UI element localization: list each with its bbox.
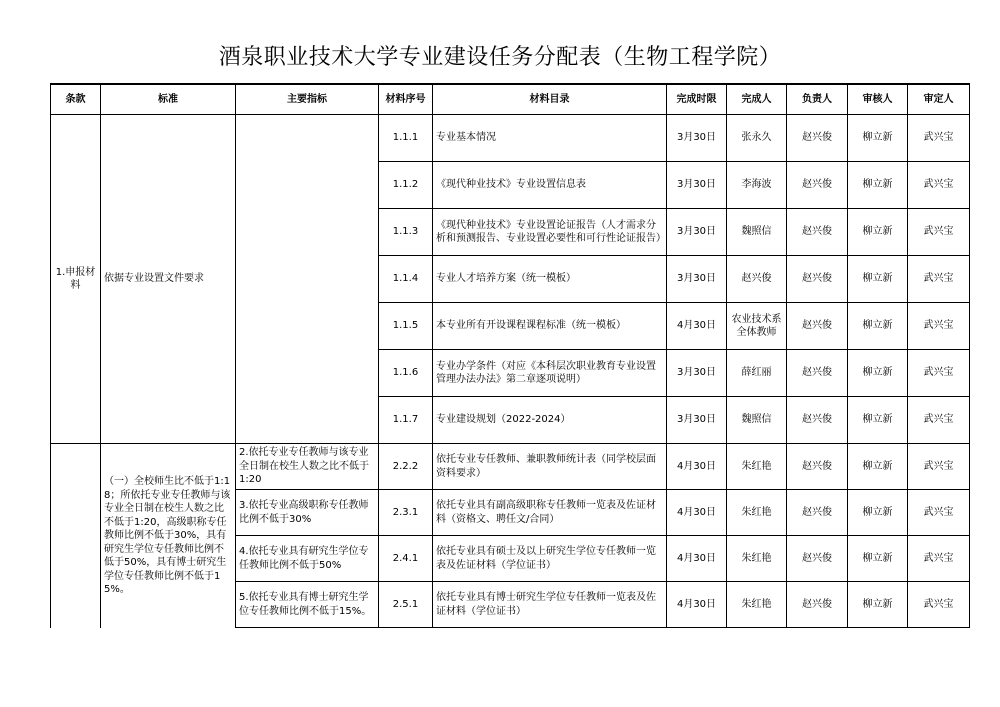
indicator-cell: 2.依托专业专任教师与该专业全日制在校生人数之比不低于1:20 xyxy=(236,444,379,490)
material-item: 依托专业具有副高级职称专任教师一览表及佐证材料（资格文、聘任文/合同） xyxy=(433,490,667,536)
material-no: 1.1.3 xyxy=(379,209,433,256)
approver: 武兴宝 xyxy=(908,444,970,490)
material-no: 1.1.4 xyxy=(379,256,433,303)
task-table xyxy=(50,83,970,628)
material-no: 1.1.7 xyxy=(379,397,433,444)
approver: 武兴宝 xyxy=(908,536,970,582)
indicator-cell: 5.依托专业具有博士研究生学位专任教师比例不低于15%。 xyxy=(236,582,379,628)
header-doer: 完成人 xyxy=(727,84,787,115)
reviewer: 柳立新 xyxy=(848,444,908,490)
material-no: 1.1.1 xyxy=(379,115,433,162)
header-row xyxy=(51,84,970,115)
approver: 武兴宝 xyxy=(908,350,970,397)
reviewer: 柳立新 xyxy=(848,490,908,536)
header-owner: 负责人 xyxy=(787,84,848,115)
material-item: 专业基本情况 xyxy=(433,115,667,162)
doer: 薛红丽 xyxy=(727,350,787,397)
owner: 赵兴俊 xyxy=(787,444,848,490)
standard-cell: 依据专业设置文件要求 xyxy=(101,115,236,444)
clause-cell: 1.申报材料 xyxy=(51,115,101,444)
reviewer: 柳立新 xyxy=(848,397,908,444)
material-item: 专业人才培养方案（统一模板） xyxy=(433,256,667,303)
reviewer: 柳立新 xyxy=(848,582,908,628)
approver: 武兴宝 xyxy=(908,303,970,350)
doer: 赵兴俊 xyxy=(727,256,787,303)
material-item: 《现代种业技术》专业设置信息表 xyxy=(433,162,667,209)
page-title: 酒泉职业技术大学专业建设任务分配表（生物工程学院） xyxy=(218,45,782,70)
material-item: 依托专业具有博士研究生学位专任教师一览表及佐证材料（学位证书） xyxy=(433,582,667,628)
reviewer: 柳立新 xyxy=(848,536,908,582)
deadline: 3月30日 xyxy=(667,350,727,397)
approver: 武兴宝 xyxy=(908,582,970,628)
reviewer: 柳立新 xyxy=(848,256,908,303)
deadline: 4月30日 xyxy=(667,536,727,582)
header-material-list: 材料目录 xyxy=(433,84,667,115)
header-reviewer: 审核人 xyxy=(848,84,908,115)
header-indicator: 主要指标 xyxy=(236,84,379,115)
deadline: 4月30日 xyxy=(667,303,727,350)
deadline: 4月30日 xyxy=(667,490,727,536)
material-no: 2.3.1 xyxy=(379,490,433,536)
approver: 武兴宝 xyxy=(908,397,970,444)
approver: 武兴宝 xyxy=(908,162,970,209)
approver: 武兴宝 xyxy=(908,490,970,536)
doer: 李海波 xyxy=(727,162,787,209)
material-no: 2.5.1 xyxy=(379,582,433,628)
deadline: 3月30日 xyxy=(667,256,727,303)
material-item: 依托专业专任教师、兼职教师统计表（同学校层面资料要求） xyxy=(433,444,667,490)
doer: 朱红艳 xyxy=(727,582,787,628)
header-approver: 审定人 xyxy=(908,84,970,115)
owner: 赵兴俊 xyxy=(787,536,848,582)
header-deadline: 完成时限 xyxy=(667,84,727,115)
owner: 赵兴俊 xyxy=(787,256,848,303)
doer: 朱红艳 xyxy=(727,536,787,582)
material-item: 《现代种业技术》专业设置论证报告（人才需求分析和预测报告、专业设置必要性和可行性论证报告） xyxy=(433,209,667,256)
material-no: 2.2.2 xyxy=(379,444,433,490)
reviewer: 柳立新 xyxy=(848,303,908,350)
indicator-cell: 3.依托专业高级职称专任教师比例不低于30% xyxy=(236,490,379,536)
table-row xyxy=(51,115,970,162)
material-no: 1.1.2 xyxy=(379,162,433,209)
header-standard: 标准 xyxy=(101,84,236,115)
material-item: 专业办学条件（对应《本科层次职业教育专业设置管理办法办法》第二章逐项说明） xyxy=(433,350,667,397)
reviewer: 柳立新 xyxy=(848,209,908,256)
owner: 赵兴俊 xyxy=(787,397,848,444)
deadline: 3月30日 xyxy=(667,397,727,444)
doer: 魏照信 xyxy=(727,397,787,444)
doer: 农业技术系全体教师 xyxy=(727,303,787,350)
material-no: 1.1.6 xyxy=(379,350,433,397)
indicator-cell: 4.依托专业具有研究生学位专任教师比例不低于50% xyxy=(236,536,379,582)
material-item: 依托专业具有硕士及以上研究生学位专任教师一览表及佐证材料（学位证书） xyxy=(433,536,667,582)
deadline: 3月30日 xyxy=(667,115,727,162)
reviewer: 柳立新 xyxy=(848,350,908,397)
indicator-cell xyxy=(236,115,379,444)
standard-cell: （一）全校师生比不低于1:18；所依托专业专任教师与该专业全日制在校生人数之比不低于1:20，高级职称专任教师比例不低于30%，具有研究生学位专任教师比例不低于50%，具有博士研究生学位专任教师比例不低于15%。 xyxy=(101,444,236,628)
owner: 赵兴俊 xyxy=(787,209,848,256)
header-clause: 条款 xyxy=(51,84,101,115)
header-material-no: 材料序号 xyxy=(379,84,433,115)
owner: 赵兴俊 xyxy=(787,303,848,350)
material-item: 专业建设规划（2022-2024） xyxy=(433,397,667,444)
owner: 赵兴俊 xyxy=(787,162,848,209)
doer: 张永久 xyxy=(727,115,787,162)
owner: 赵兴俊 xyxy=(787,350,848,397)
clause-cell xyxy=(51,444,101,628)
deadline: 4月30日 xyxy=(667,444,727,490)
owner: 赵兴俊 xyxy=(787,115,848,162)
approver: 武兴宝 xyxy=(908,209,970,256)
approver: 武兴宝 xyxy=(908,115,970,162)
owner: 赵兴俊 xyxy=(787,582,848,628)
doer: 朱红艳 xyxy=(727,444,787,490)
reviewer: 柳立新 xyxy=(848,115,908,162)
reviewer: 柳立新 xyxy=(848,162,908,209)
material-no: 1.1.5 xyxy=(379,303,433,350)
doer: 魏照信 xyxy=(727,209,787,256)
deadline: 3月30日 xyxy=(667,209,727,256)
material-item: 本专业所有开设课程课程标准（统一模板） xyxy=(433,303,667,350)
material-no: 2.4.1 xyxy=(379,536,433,582)
approver: 武兴宝 xyxy=(908,256,970,303)
deadline: 4月30日 xyxy=(667,582,727,628)
deadline: 3月30日 xyxy=(667,162,727,209)
owner: 赵兴俊 xyxy=(787,490,848,536)
doer: 朱红艳 xyxy=(727,490,787,536)
table-row xyxy=(51,444,970,490)
